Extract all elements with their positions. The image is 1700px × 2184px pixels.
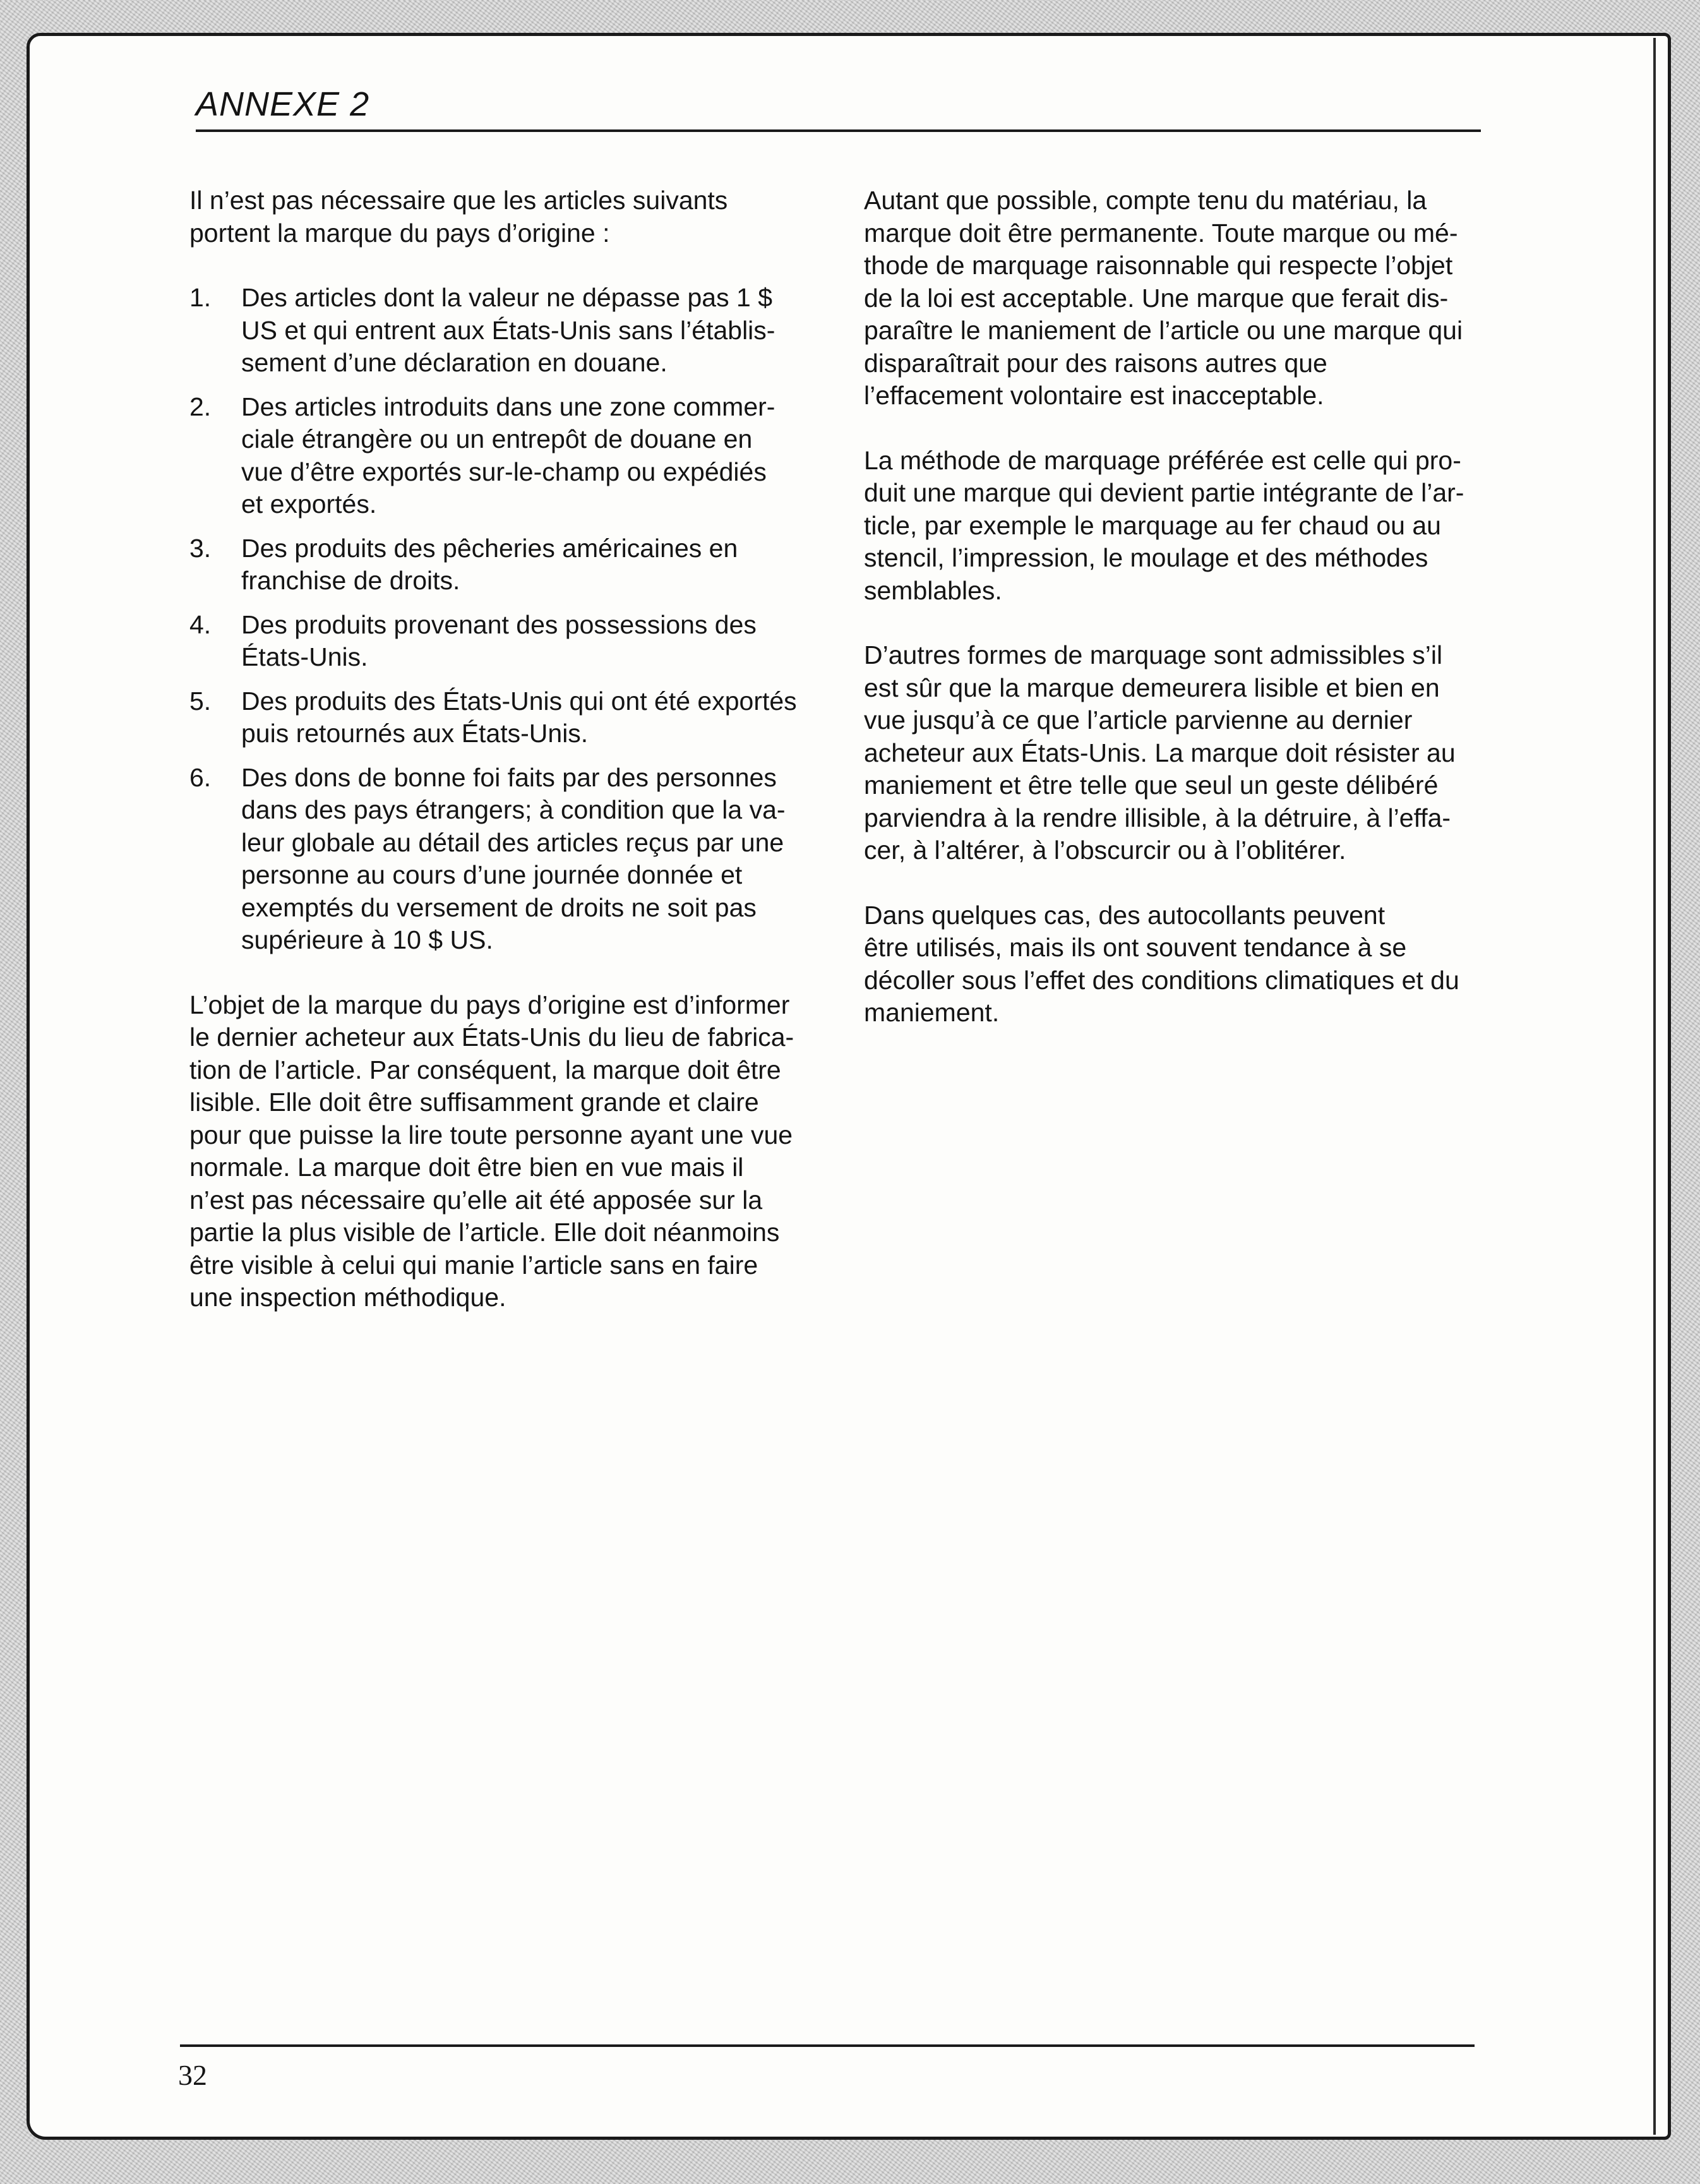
list-item-text: Des articles dont la valeur ne dépasse pas 1 $ US et qui entrent aux États-Unis sans l’établis- sement d’une déclaration en douane.	[241, 283, 775, 377]
list-item-text: Des dons de bonne foi faits par des personnes dans des pays étrangers; à condition que la va- leur globale au détail des articles reçus par une personne au cours d’une journée donnée et exemptés du versement de droits ne soit pas supérieure à 10 $ US.	[241, 762, 786, 954]
list-item-text: Des produits provenant des possessions des États-Unis.	[241, 609, 757, 671]
list-item-text: Des articles introduits dans une zone commer- ciale étrangère ou un entrepôt de douane en vue d’être exportés sur-le-champ ou expédiés et exportés.	[241, 392, 775, 519]
list-item	[189, 391, 811, 521]
page-title: ANNEXE 2	[196, 85, 370, 123]
header-rule	[196, 129, 1481, 132]
binding-edge	[1653, 38, 1656, 2135]
list-item	[189, 282, 811, 380]
left-column	[189, 184, 811, 1314]
body-paragraph: D’autres formes de marquage sont admissibles s’il est sûr que la marque demeurera lisible et bien en vue jusqu’à ce que l’article parvienne au dernier acheteur aux États-Unis. La marque doit résister au maniement et être telle que seul un geste délibéré parviendra à la rendre illisible, à la détruire, à l’effa- cer, à l’altérer, à l’obscurcir ou à l’oblitérer.	[864, 640, 1456, 865]
list-item-number: 2.	[189, 392, 212, 421]
page-number: 32	[178, 2059, 207, 2091]
right-column	[864, 184, 1478, 1062]
list-item	[189, 685, 811, 750]
list-item-number: 1.	[189, 283, 212, 312]
body-paragraph: La méthode de marquage préférée est celle qui pro- duit une marque qui devient partie intégrante de l’ar- ticle, par exemple le marquage au fer chaud ou au stencil, l’impression, le moulage et des méthodes semblables.	[864, 445, 1464, 605]
list-item-text: Des produits des pêcheries américaines en franchise de droits.	[241, 533, 738, 595]
exemption-list	[189, 282, 811, 957]
body-paragraph: Dans quelques cas, des autocollants peuvent être utilisés, mais ils ont souvent tendance à se décoller sous l’effet des conditions climatiques et du maniement.	[864, 900, 1459, 1027]
list-item	[189, 762, 811, 957]
list-item-number: 6.	[189, 762, 212, 792]
list-item-text: Des produits des États-Unis qui ont été exportés puis retournés aux États-Unis.	[241, 686, 797, 748]
list-item-number: 4.	[189, 609, 212, 639]
footer-rule	[180, 2044, 1475, 2047]
list-item-number: 5.	[189, 686, 212, 716]
list-item-number: 3.	[189, 533, 212, 563]
intro-paragraph: Il n’est pas nécessaire que les articles suivants portent la marque du pays d’origine :	[189, 186, 728, 248]
list-item	[189, 532, 811, 597]
list-item	[189, 609, 811, 674]
body-paragraph: Autant que possible, compte tenu du matériau, la marque doit être permanente. Toute marque ou mé- thode de marquage raisonnable qui respecte l’objet de la loi est acceptable. Une marque que ferait dis- paraître le maniement de l’article ou une marque qui disparaîtrait pour des raisons autres que l’effacement volontaire est inacceptable.	[864, 186, 1463, 410]
purpose-paragraph: L’objet de la marque du pays d’origine est d’informer le dernier acheteur aux États-Unis du lieu de fabrica- tion de l’article. Par conséquent, la marque doit être lisible. Elle doit être suffisamment grande et claire pour que puisse la lire toute personne ayant une vue normale. La marque doit être bien en vue mais il n’est pas nécessaire qu’elle ait été apposée sur la partie la plus visible de l’article. Elle doit néanmoins être visible à celui qui manie l’article sans en faire une inspection méthodique.	[189, 990, 794, 1312]
